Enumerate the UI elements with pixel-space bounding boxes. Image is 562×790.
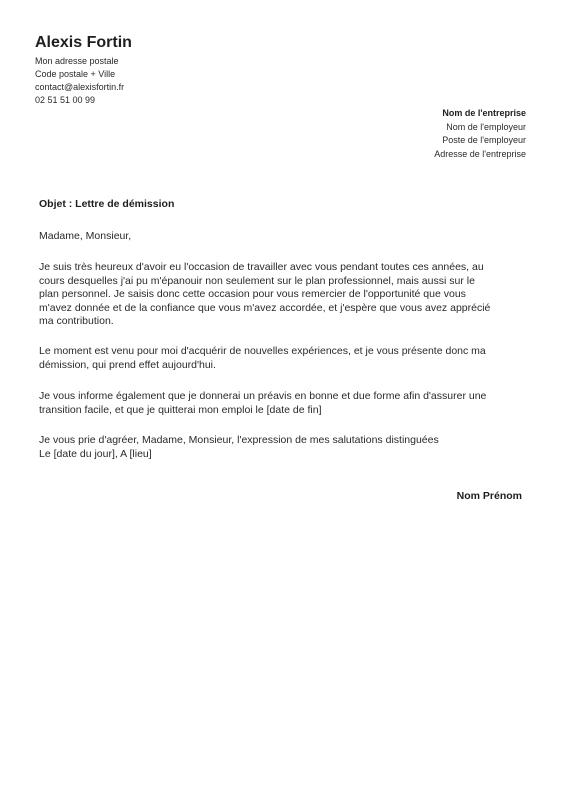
paragraph-line: transition facile, et que je quitterai mon emploi le [date de fin] (39, 403, 322, 416)
paragraph-line: plan personnel. Je saisis donc cette occasion pour vous remercier de l'opportunité que vous (39, 288, 466, 300)
date-place-line: Le [date du jour], A [lieu] (39, 447, 152, 460)
sender-name: Alexis Fortin (35, 34, 132, 51)
paragraph-resignation (39, 345, 525, 372)
recipient-block (434, 107, 526, 161)
paragraph-line: Je suis très heureux d'avoir eu l'occasion de travailler avec vous pendant toutes ces années, au (39, 261, 484, 273)
recipient-company: Nom de l'entreprise (442, 108, 526, 118)
paragraph-notice (39, 390, 525, 417)
letter-closing (39, 434, 525, 461)
recipient-employer: Nom de l'employeur (446, 121, 526, 132)
sender-address: Mon adresse postale (35, 56, 119, 66)
paragraph-gratitude (39, 261, 525, 329)
signature: Nom Prénom (456, 490, 522, 502)
recipient-position: Poste de l'employeur (442, 135, 526, 145)
recipient-address: Adresse de l'entreprise (434, 148, 526, 159)
paragraph-line: ma contribution. (39, 315, 114, 327)
closing-line: Je vous prie d'agréer, Madame, Monsieur, l'expression de mes salutations distinguées (39, 434, 439, 446)
sender-email: contact@alexisfortin.fr (35, 82, 125, 92)
paragraph-line: démission, qui prend effet aujourd'hui. (39, 358, 216, 371)
sender-city: Code postale + Ville (35, 69, 116, 79)
letter-subject: Objet : Lettre de démission (39, 198, 175, 210)
letter-salutation: Madame, Monsieur, (39, 230, 132, 242)
paragraph-line: Le moment est venu pour moi d'acquérir de nouvelles expériences, et je vous présente donc ma (39, 345, 486, 357)
paragraph-line: cours desquelles j'ai pu m'épanouir non seulement sur le plan professionnel, mais aussi sur le (39, 274, 475, 287)
sender-block (35, 33, 132, 107)
paragraph-line: Je vous informe également que je donnerai un préavis en bonne et due forme afin d'assurer une (39, 390, 487, 402)
sender-phone: 02 51 51 00 99 (35, 95, 96, 105)
paragraph-line: m'avez donnée et de la confiance que vous m'avez accordée, et j'espère que vous avez apprécié (39, 301, 491, 314)
